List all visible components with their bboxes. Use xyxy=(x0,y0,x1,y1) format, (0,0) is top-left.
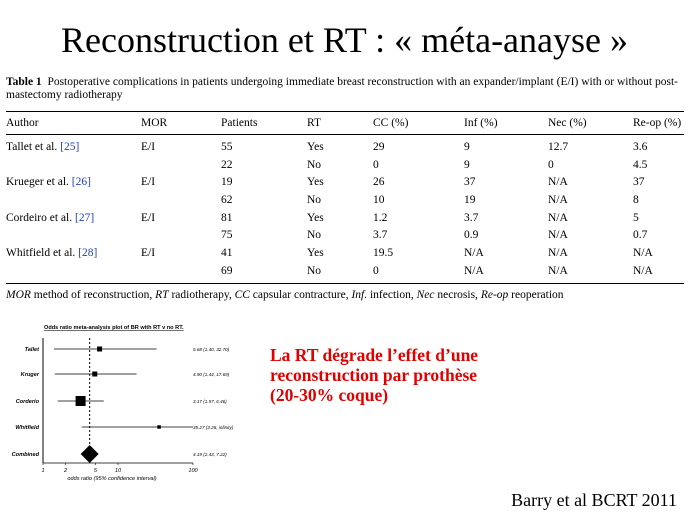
mor-cell xyxy=(141,156,221,174)
column-header: Nec (%) xyxy=(548,112,633,135)
mor-cell: E/I xyxy=(141,211,156,224)
table-caption xyxy=(6,76,686,102)
cc-cell: 19.5 xyxy=(373,246,394,259)
reference-link[interactable]: [25] xyxy=(60,140,80,153)
column-header: Re-op (%) xyxy=(633,112,684,135)
cc-cell: 1.2 xyxy=(373,211,388,224)
x-tick-label: 10 xyxy=(114,468,122,474)
reop-cell: 5 xyxy=(633,211,639,224)
reference-link[interactable]: [27] xyxy=(74,211,95,224)
author-name: Krueger et al. xyxy=(6,176,72,189)
author-cell xyxy=(6,156,141,174)
nec-cell: 0 xyxy=(548,158,554,171)
patients-cell: 41 xyxy=(221,246,233,259)
x-tick-label: 2 xyxy=(64,468,68,474)
inf-cell: N/A xyxy=(464,262,548,283)
rt-cell: Yes xyxy=(307,176,324,189)
reference-link[interactable]: [28] xyxy=(78,246,98,259)
mor-cell: E/I xyxy=(141,176,156,189)
inf-cell: 3.7 xyxy=(464,211,479,224)
study-label: Whitfield xyxy=(15,425,39,431)
column-header: CC (%) xyxy=(373,112,464,135)
nec-cell: N/A xyxy=(548,193,568,206)
footnote-part: infection, xyxy=(367,289,417,301)
mor-cell xyxy=(141,262,221,283)
author-cell xyxy=(6,262,141,283)
footnote-part: reoperation xyxy=(508,289,564,301)
author-name: Cordeiro et al. xyxy=(6,211,75,224)
highlight-line: (20-30% coque) xyxy=(270,385,389,405)
nec-cell: N/A xyxy=(548,211,568,224)
inf-cell: 9 xyxy=(464,140,470,153)
nec-cell: N/A xyxy=(548,229,568,242)
mor-cell: E/I xyxy=(141,246,156,259)
nec-cell: N/A xyxy=(548,262,633,283)
rt-cell: Yes xyxy=(307,140,324,153)
rt-cell: No xyxy=(307,262,373,283)
patients-cell: 75 xyxy=(221,229,233,242)
nec-cell: N/A xyxy=(548,246,568,259)
table-row xyxy=(6,191,684,209)
table-row xyxy=(6,226,684,244)
highlight-line: reconstruction par prothèse xyxy=(270,365,478,385)
rt-cell: No xyxy=(307,193,322,206)
table-row xyxy=(6,173,684,191)
rt-cell: Yes xyxy=(307,246,324,259)
author-name: Tallet et al. xyxy=(6,140,61,153)
reop-cell: 8 xyxy=(633,193,639,206)
author-cell xyxy=(6,173,141,191)
x-tick-label: 5 xyxy=(93,468,97,474)
reop-cell: N/A xyxy=(633,262,684,283)
study-marker xyxy=(97,347,102,352)
footnote-part: CC xyxy=(234,289,250,301)
complications-table xyxy=(6,111,684,284)
cc-cell: 0 xyxy=(373,262,464,283)
nec-cell: N/A xyxy=(548,176,568,189)
table-caption-text: Postoperative complications in patients undergoing immediate breast reconstruction with an expander/implant (E/I) with or without post-mastectomy radiotherapy xyxy=(6,76,678,101)
reop-cell: 0.7 xyxy=(633,229,648,242)
study-marker xyxy=(92,372,97,377)
author-cell xyxy=(6,135,141,156)
mor-cell xyxy=(141,226,221,244)
inf-cell: 0.9 xyxy=(464,229,479,242)
author-cell xyxy=(6,244,141,262)
combined-diamond xyxy=(81,445,99,463)
study-marker xyxy=(76,396,86,406)
x-tick-label: 1 xyxy=(41,468,45,474)
x-tick-label: 100 xyxy=(188,468,198,474)
footnote-part: Inf. xyxy=(351,289,368,301)
reop-cell: 3.6 xyxy=(633,140,648,153)
rt-cell: Yes xyxy=(307,211,324,224)
table-row xyxy=(6,135,684,156)
reop-cell: N/A xyxy=(633,246,653,259)
rt-cell: No xyxy=(307,229,322,242)
footnote-part: RT xyxy=(155,289,169,301)
study-label: Kruger xyxy=(20,372,39,378)
estimate-label: 35.27 (3.28, infinity) xyxy=(193,425,234,430)
author-name: Whitfield et al. xyxy=(6,246,79,259)
column-header: Inf (%) xyxy=(464,112,548,135)
cc-cell: 29 xyxy=(373,140,385,153)
study-label: Tallet xyxy=(24,347,39,353)
footnote-part: method of reconstruction, xyxy=(30,289,156,301)
cc-cell: 3.7 xyxy=(373,229,388,242)
table-footnote xyxy=(6,289,564,301)
reop-cell: 37 xyxy=(633,176,645,189)
reop-cell: 4.5 xyxy=(633,158,648,171)
column-header: Patients xyxy=(221,112,307,135)
table-row xyxy=(6,209,684,227)
footnote-part: radiotherapy, xyxy=(168,289,235,301)
patients-cell: 81 xyxy=(221,211,233,224)
cc-cell: 10 xyxy=(373,193,385,206)
slide-title: Reconstruction et RT : « méta-anayse » xyxy=(60,20,629,60)
forest-title: Odds ratio meta-analysis plot of BR with RT v no RT. xyxy=(44,325,184,331)
footnote-part: capsular contracture, xyxy=(249,289,352,301)
nec-cell: 12.7 xyxy=(548,140,569,153)
patients-cell: 22 xyxy=(221,158,233,171)
footnote-part: Re-op xyxy=(480,289,509,301)
cc-cell: 26 xyxy=(373,176,385,189)
inf-cell: N/A xyxy=(464,246,484,259)
patients-cell: 19 xyxy=(221,176,233,189)
footnote-part: Nec xyxy=(416,289,435,301)
citation: Barry et al BCRT 2011 xyxy=(511,490,677,510)
estimate-label: 4.90 (1.44, 17.69) xyxy=(193,372,230,377)
table-header-row xyxy=(6,112,684,135)
table-row xyxy=(6,156,684,174)
estimate-label: 3.17 (1.57, 6.46) xyxy=(193,399,227,404)
reference-link[interactable]: [26] xyxy=(71,176,91,189)
mor-cell xyxy=(141,191,221,209)
patients-cell: 55 xyxy=(221,140,233,153)
inf-cell: 37 xyxy=(464,176,476,189)
inf-cell: 19 xyxy=(464,193,476,206)
cc-cell: 0 xyxy=(373,158,379,171)
table-row xyxy=(6,262,684,283)
estimate-label: 5.68 (1.40, 32.70) xyxy=(193,347,230,352)
table-row xyxy=(6,244,684,262)
study-label: Corderio xyxy=(15,399,39,405)
inf-cell: 9 xyxy=(464,158,470,171)
study-label: Combined xyxy=(11,452,39,458)
column-header: Author xyxy=(6,112,141,135)
patients-cell: 62 xyxy=(221,193,233,206)
mor-cell: E/I xyxy=(141,140,156,153)
footnote-part: necrosis, xyxy=(434,289,481,301)
forest-plot xyxy=(0,316,234,496)
table-caption-label: Table 1 xyxy=(6,76,42,88)
estimate-label: 4.19 (2.43, 7.22) xyxy=(193,452,227,457)
author-cell xyxy=(6,226,141,244)
highlight-text xyxy=(270,345,530,405)
author-cell xyxy=(6,209,141,227)
column-header: MOR xyxy=(141,112,221,135)
highlight-line: La RT dégrade l’effet d’une xyxy=(270,345,479,365)
patients-cell: 69 xyxy=(221,262,307,283)
x-axis-label: odds ratio (95% confidence interval) xyxy=(67,476,157,482)
footnote-part: MOR xyxy=(6,289,31,301)
rt-cell: No xyxy=(307,158,322,171)
column-header: RT xyxy=(307,112,373,135)
author-cell xyxy=(6,191,141,209)
study-marker xyxy=(157,425,161,429)
